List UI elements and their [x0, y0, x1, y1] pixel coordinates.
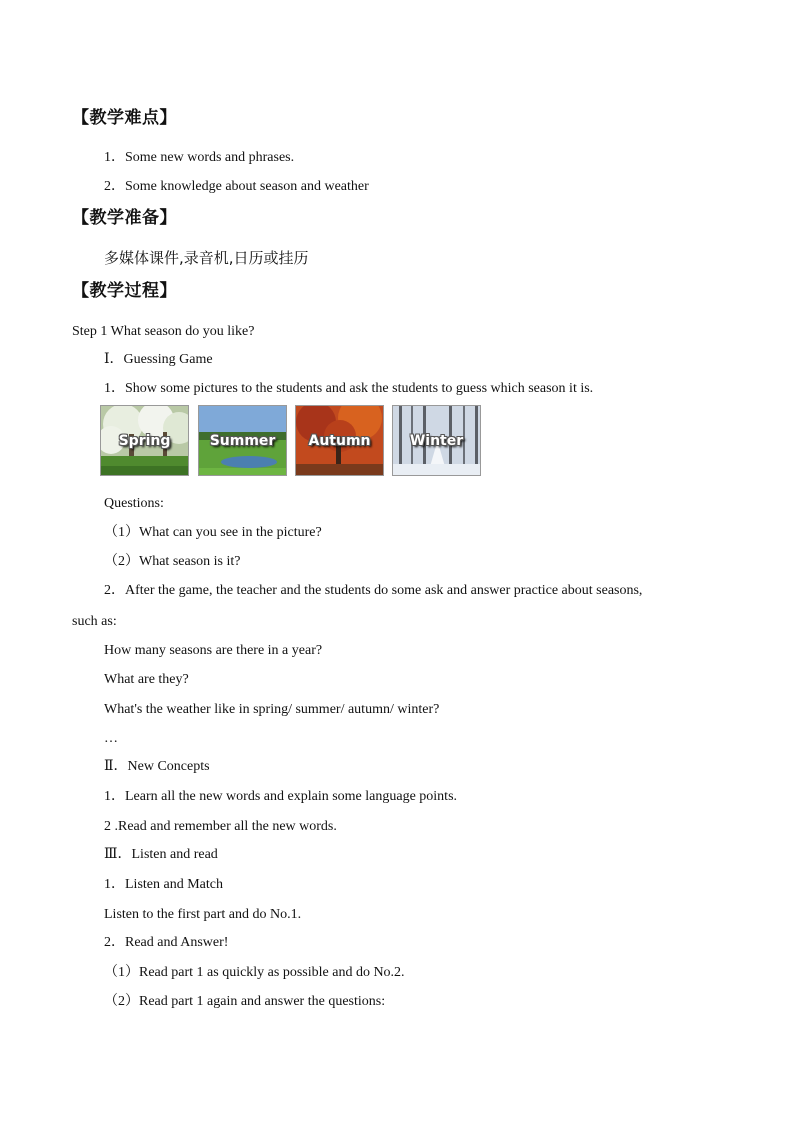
part-3-title: Ⅲ．Listen and read [104, 847, 218, 862]
difficulty-item-1: 1．Some new words and phrases. [104, 150, 295, 165]
part-1-item-1: 1．Show some pictures to the students and ask the students to guess which season it is. [104, 381, 594, 396]
season-label: Autumn [308, 433, 371, 449]
preparation-text: 多媒体课件,录音机,日历或挂历 [104, 249, 309, 267]
ask-line-1: How many seasons are there in a year? [104, 643, 323, 658]
part-1-item-2-continued: such as: [72, 614, 117, 629]
ask-line-2: What are they? [104, 672, 189, 687]
new-concepts-item-1: 1．Learn all the new words and explain some language points. [104, 789, 458, 804]
autumn-picture [295, 405, 384, 476]
new-concepts-item-2: 2 .Read and remember all the new words. [104, 819, 337, 834]
question-1: （1）What can you see in the picture? [104, 525, 322, 540]
question-2: （2）What season is it? [104, 554, 241, 569]
season-label: Winter [409, 433, 464, 449]
ask-line-3: What's the weather like in spring/ summer/ autumn/ winter? [104, 702, 440, 717]
winter-picture [392, 405, 481, 476]
summer-picture [198, 405, 287, 476]
preparation-heading: 【教学准备】 [72, 208, 177, 228]
difficulty-item-2: 2．Some knowledge about season and weather [104, 179, 369, 194]
listen-read-item-2b: （2）Read part 1 again and answer the questions: [104, 994, 386, 1009]
part-1-item-2: 2．After the game, the teacher and the students do some ask and answer practice about seasons, [104, 583, 643, 598]
part-1-title: Ⅰ．Guessing Game [104, 352, 213, 367]
ellipsis: … [104, 731, 118, 746]
season-label: Summer [209, 433, 276, 449]
part-2-title: Ⅱ．New Concepts [104, 759, 210, 774]
listen-read-item-1-text: Listen to the first part and do No.1. [104, 907, 302, 922]
season-label: Spring [118, 433, 171, 449]
listen-read-item-1: 1．Listen and Match [104, 877, 223, 892]
questions-label: Questions: [104, 496, 164, 511]
difficulties-heading: 【教学难点】 [72, 108, 177, 128]
listen-read-item-2: 2．Read and Answer! [104, 935, 229, 950]
listen-read-item-2a: （1）Read part 1 as quickly as possible and do No.2. [104, 965, 405, 980]
process-heading: 【教学过程】 [72, 281, 177, 301]
spring-picture [100, 405, 189, 476]
step-1-title: Step 1 What season do you like? [72, 324, 255, 339]
